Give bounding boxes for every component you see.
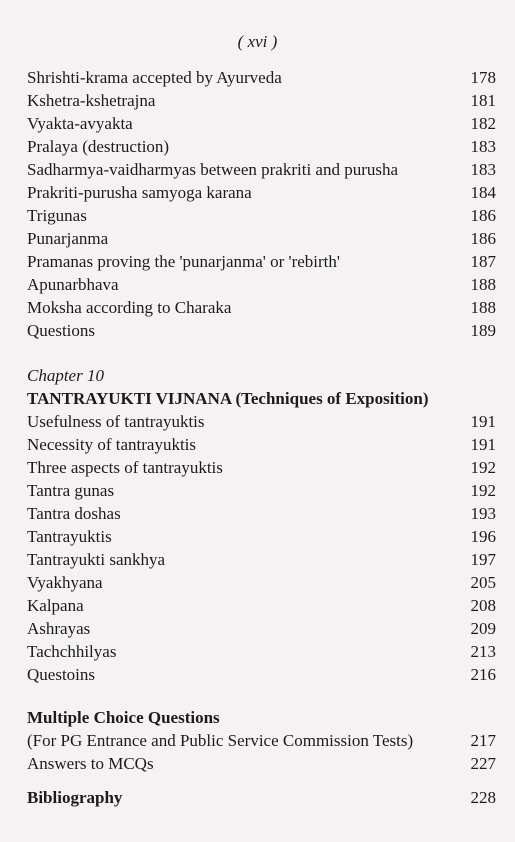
toc-entry (27, 227, 496, 250)
toc-entry-title: Necessity of tantrayuktis (27, 435, 197, 454)
toc-entry (27, 594, 496, 617)
chapter-heading: TANTRAYUKTI VIJNANA (Techniques of Exposition) (27, 389, 429, 408)
toc-entry (27, 273, 496, 296)
toc-entry (27, 525, 496, 548)
toc-entry-page: 209 (470, 619, 496, 638)
toc-entry-page: 184 (470, 183, 496, 202)
toc-entry (27, 456, 496, 479)
toc-entry (27, 250, 496, 273)
toc-section-1 (27, 66, 496, 342)
toc-entry-page: 197 (470, 550, 496, 569)
toc-entry-title: Tantra doshas (27, 504, 121, 523)
toc-entry-title: Apunarbhava (27, 275, 119, 294)
page-number: ( xvi ) (237, 32, 278, 51)
toc-entry-page: 208 (470, 596, 496, 615)
toc-entry-page: 183 (470, 160, 496, 179)
toc-entry-title: Kalpana (27, 596, 84, 615)
toc-entry-page: 217 (470, 731, 496, 750)
toc-entry-page: 188 (470, 298, 496, 317)
toc-entry (27, 663, 496, 686)
toc-entry (27, 66, 496, 89)
toc-entry-page: 227 (470, 754, 496, 773)
toc-entry-page: 186 (470, 206, 496, 225)
toc-entry-title: Pramanas proving the 'punarjanma' or 'rebirth' (27, 252, 340, 271)
toc-entry-title: Tantrayuktis (27, 527, 112, 546)
toc-entry-title: (For PG Entrance and Public Service Commission Tests) (27, 731, 414, 750)
toc-entry-title: Tantra gunas (27, 481, 115, 500)
mcq-section (27, 706, 496, 775)
toc-entry (27, 89, 496, 112)
toc-entry-page: 183 (470, 137, 496, 156)
toc-entry-page: 193 (470, 504, 496, 523)
chapter-10-section (27, 364, 496, 686)
toc-entry-page: 186 (470, 229, 496, 248)
bibliography-section (27, 786, 496, 809)
toc-entry-title: Questoins (27, 665, 95, 684)
toc-entry (27, 502, 496, 525)
toc-entry (27, 571, 496, 594)
toc-entry (27, 158, 496, 181)
toc-entry (27, 433, 496, 456)
toc-entry-title: Vyakta-avyakta (27, 114, 133, 133)
toc-entry-page: 181 (470, 91, 496, 110)
toc-entry-title: Sadharmya-vaidharmyas between prakriti and purusha (27, 160, 399, 179)
toc-entry-title: Tachchhilyas (27, 642, 117, 661)
toc-entry-title: Answers to MCQs (27, 754, 154, 773)
toc-entry-title: Questions (27, 321, 95, 340)
toc-entry (27, 112, 496, 135)
toc-entry-page: 228 (470, 788, 496, 807)
toc-entry-title: Prakriti-purusha samyoga karana (27, 183, 252, 202)
bibliography-title: Bibliography (27, 788, 123, 807)
toc-entry-title: Three aspects of tantrayuktis (27, 458, 223, 477)
toc-entry (27, 296, 496, 319)
toc-entry (27, 617, 496, 640)
toc-entry-page: 189 (470, 321, 496, 340)
toc-entry (27, 204, 496, 227)
toc-entry-title: Ashrayas (27, 619, 91, 638)
toc-entry-page: 192 (470, 481, 496, 500)
toc-entry-page: 178 (470, 68, 496, 87)
toc-entry-page: 187 (470, 252, 496, 271)
toc-entry-page: 216 (470, 665, 496, 684)
toc-entry-page: 191 (470, 412, 496, 431)
toc-entry-page: 188 (470, 275, 496, 294)
toc-entry-title: Tantrayukti sankhya (27, 550, 166, 569)
toc-entry (27, 410, 496, 433)
toc-entry (27, 729, 496, 752)
toc-entry (27, 786, 496, 809)
toc-entry (27, 319, 496, 342)
toc-entry-title: Trigunas (27, 206, 87, 225)
mcq-heading: Multiple Choice Questions (27, 708, 220, 727)
toc-entry-title: Punarjanma (27, 229, 109, 248)
toc-entry-page: 205 (470, 573, 496, 592)
toc-entry-title: Shrishti-krama accepted by Ayurveda (27, 68, 282, 87)
toc-entry-page: 191 (470, 435, 496, 454)
toc-entry-title: Usefulness of tantrayuktis (27, 412, 205, 431)
toc-entry-title: Vyakhyana (27, 573, 103, 592)
toc-entry (27, 548, 496, 571)
toc-entry-page: 182 (470, 114, 496, 133)
chapter-label: Chapter 10 (27, 366, 104, 385)
toc-entry-page: 213 (470, 642, 496, 661)
toc-entry-page: 192 (470, 458, 496, 477)
toc-entry-title: Kshetra-kshetrajna (27, 91, 156, 110)
toc-entry-title: Pralaya (destruction) (27, 137, 170, 156)
toc-entry (27, 135, 496, 158)
toc-entry (27, 640, 496, 663)
toc-entry (27, 752, 496, 775)
toc-entry (27, 181, 496, 204)
toc-entry-page: 196 (470, 527, 496, 546)
toc-entry (27, 479, 496, 502)
toc-entry-title: Moksha according to Charaka (27, 298, 232, 317)
